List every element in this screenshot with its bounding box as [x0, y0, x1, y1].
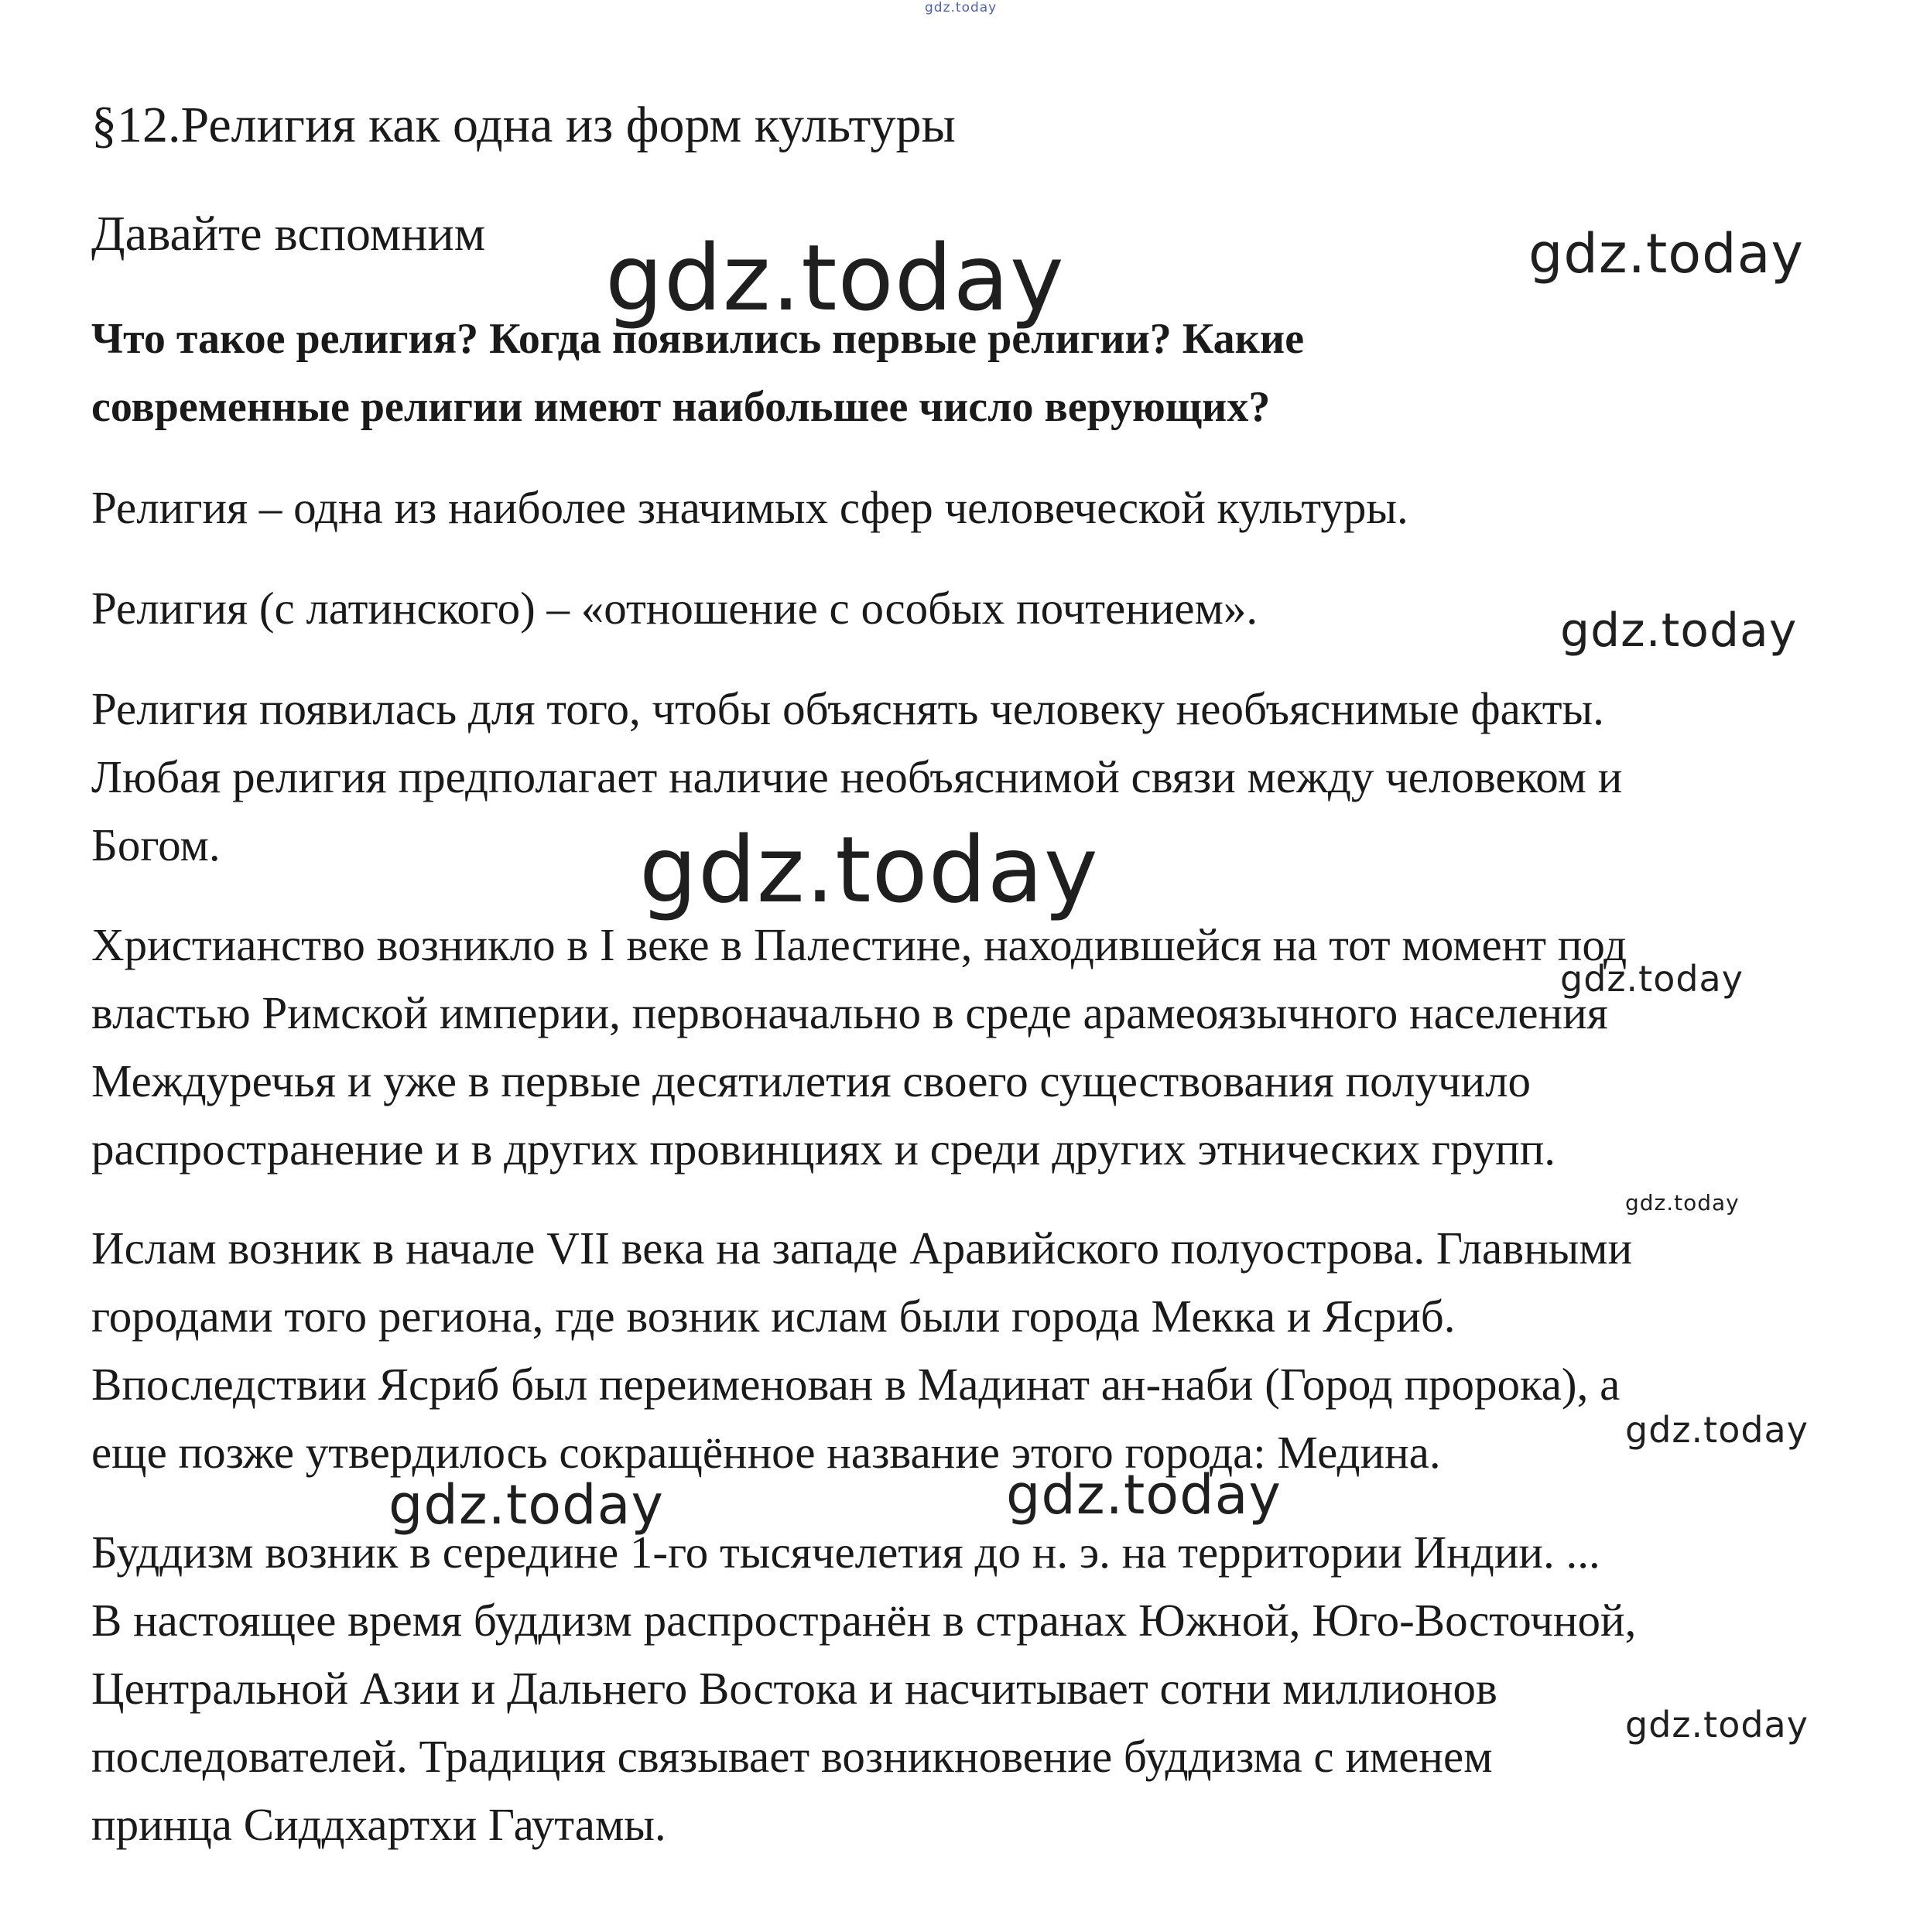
paragraph-line: властью Римской империи, первоначально в среде арамеоязычного населения	[91, 987, 1608, 1038]
paragraph-line: Ислам возник в начале VII века на западе Аравийского полуострова. Главными	[91, 1222, 1633, 1274]
paragraph-line: В настоящее время буддизм распространён в странах Южной, Юго-Восточной,	[91, 1595, 1637, 1646]
paragraph-line: Междуречья и уже в первые десятилетия своего существования получило	[91, 1055, 1532, 1106]
page-title: §12.Религия как одна из форм культуры	[91, 97, 956, 153]
watermark: gdz.today	[1625, 1409, 1809, 1451]
paragraph-religion-definition	[91, 474, 1871, 542]
paragraph-line: Религия (с латинского) – «отношение с особых почтением».	[91, 583, 1258, 634]
watermark: gdz.today	[388, 1473, 664, 1537]
paragraph-line: принца Сиддхартхи Гаутамы.	[91, 1799, 666, 1850]
paragraph-line: Любая религия предполагает наличие необъяснимой связи между человеком и	[91, 751, 1623, 802]
paragraph-line: городами того региона, где возник ислам были города Мекка и Ясриб.	[91, 1291, 1456, 1342]
paragraph-christianity	[91, 911, 1871, 1183]
watermark: gdz.today	[1528, 222, 1804, 286]
question-line: Что такое религия? Когда появились первые религии? Какие	[91, 315, 1305, 363]
paragraph-line: Богом.	[91, 819, 221, 870]
paragraph-line: Религия появилась для того, чтобы объяснять человеку необъяснимые факты.	[91, 683, 1604, 734]
paragraph-line: Центральной Азии и Дальнего Востока и насчитывает сотни миллионов	[91, 1663, 1497, 1714]
watermark: gdz.today	[1006, 1463, 1282, 1527]
paragraph-islam	[91, 1214, 1871, 1486]
paragraph-line: Христианство возникло в I веке в Палестине, находившейся на тот момент под	[91, 919, 1627, 970]
watermark: gdz.today	[1625, 1704, 1809, 1746]
paragraph-line: еще позже утвердилось сокращённое название этого города: Медина.	[91, 1427, 1441, 1478]
watermark: gdz.today	[639, 816, 1099, 923]
paragraph-line: Буддизм возник в середине 1-го тысячелетия до н. э. на территории Индии. ...	[91, 1527, 1600, 1578]
paragraph-line: последователей. Традиция связывает возникновение буддизма с именем	[91, 1731, 1493, 1782]
paragraph-line: Впоследствии Ясриб был переименован в Мадинат ан-наби (Город пророка), а	[91, 1359, 1621, 1410]
watermark: gdz.today	[605, 224, 1065, 331]
section-subtitle: Давайте вспомним	[91, 206, 486, 261]
header-watermark[interactable]: gdz.today	[925, 0, 998, 15]
watermark: gdz.today	[1560, 604, 1798, 658]
watermark: gdz.today	[1560, 958, 1744, 1000]
watermark: gdz.today	[1625, 1190, 1740, 1216]
paragraph-line: Религия – одна из наиболее значимых сфер человеческой культуры.	[91, 482, 1408, 533]
paragraph-line: распространение и в других провинциях и среди других этнических групп.	[91, 1123, 1556, 1175]
question-line: современные религии имеют наибольшее число верующих?	[91, 383, 1271, 431]
paragraph-buddhism	[91, 1518, 1871, 1858]
